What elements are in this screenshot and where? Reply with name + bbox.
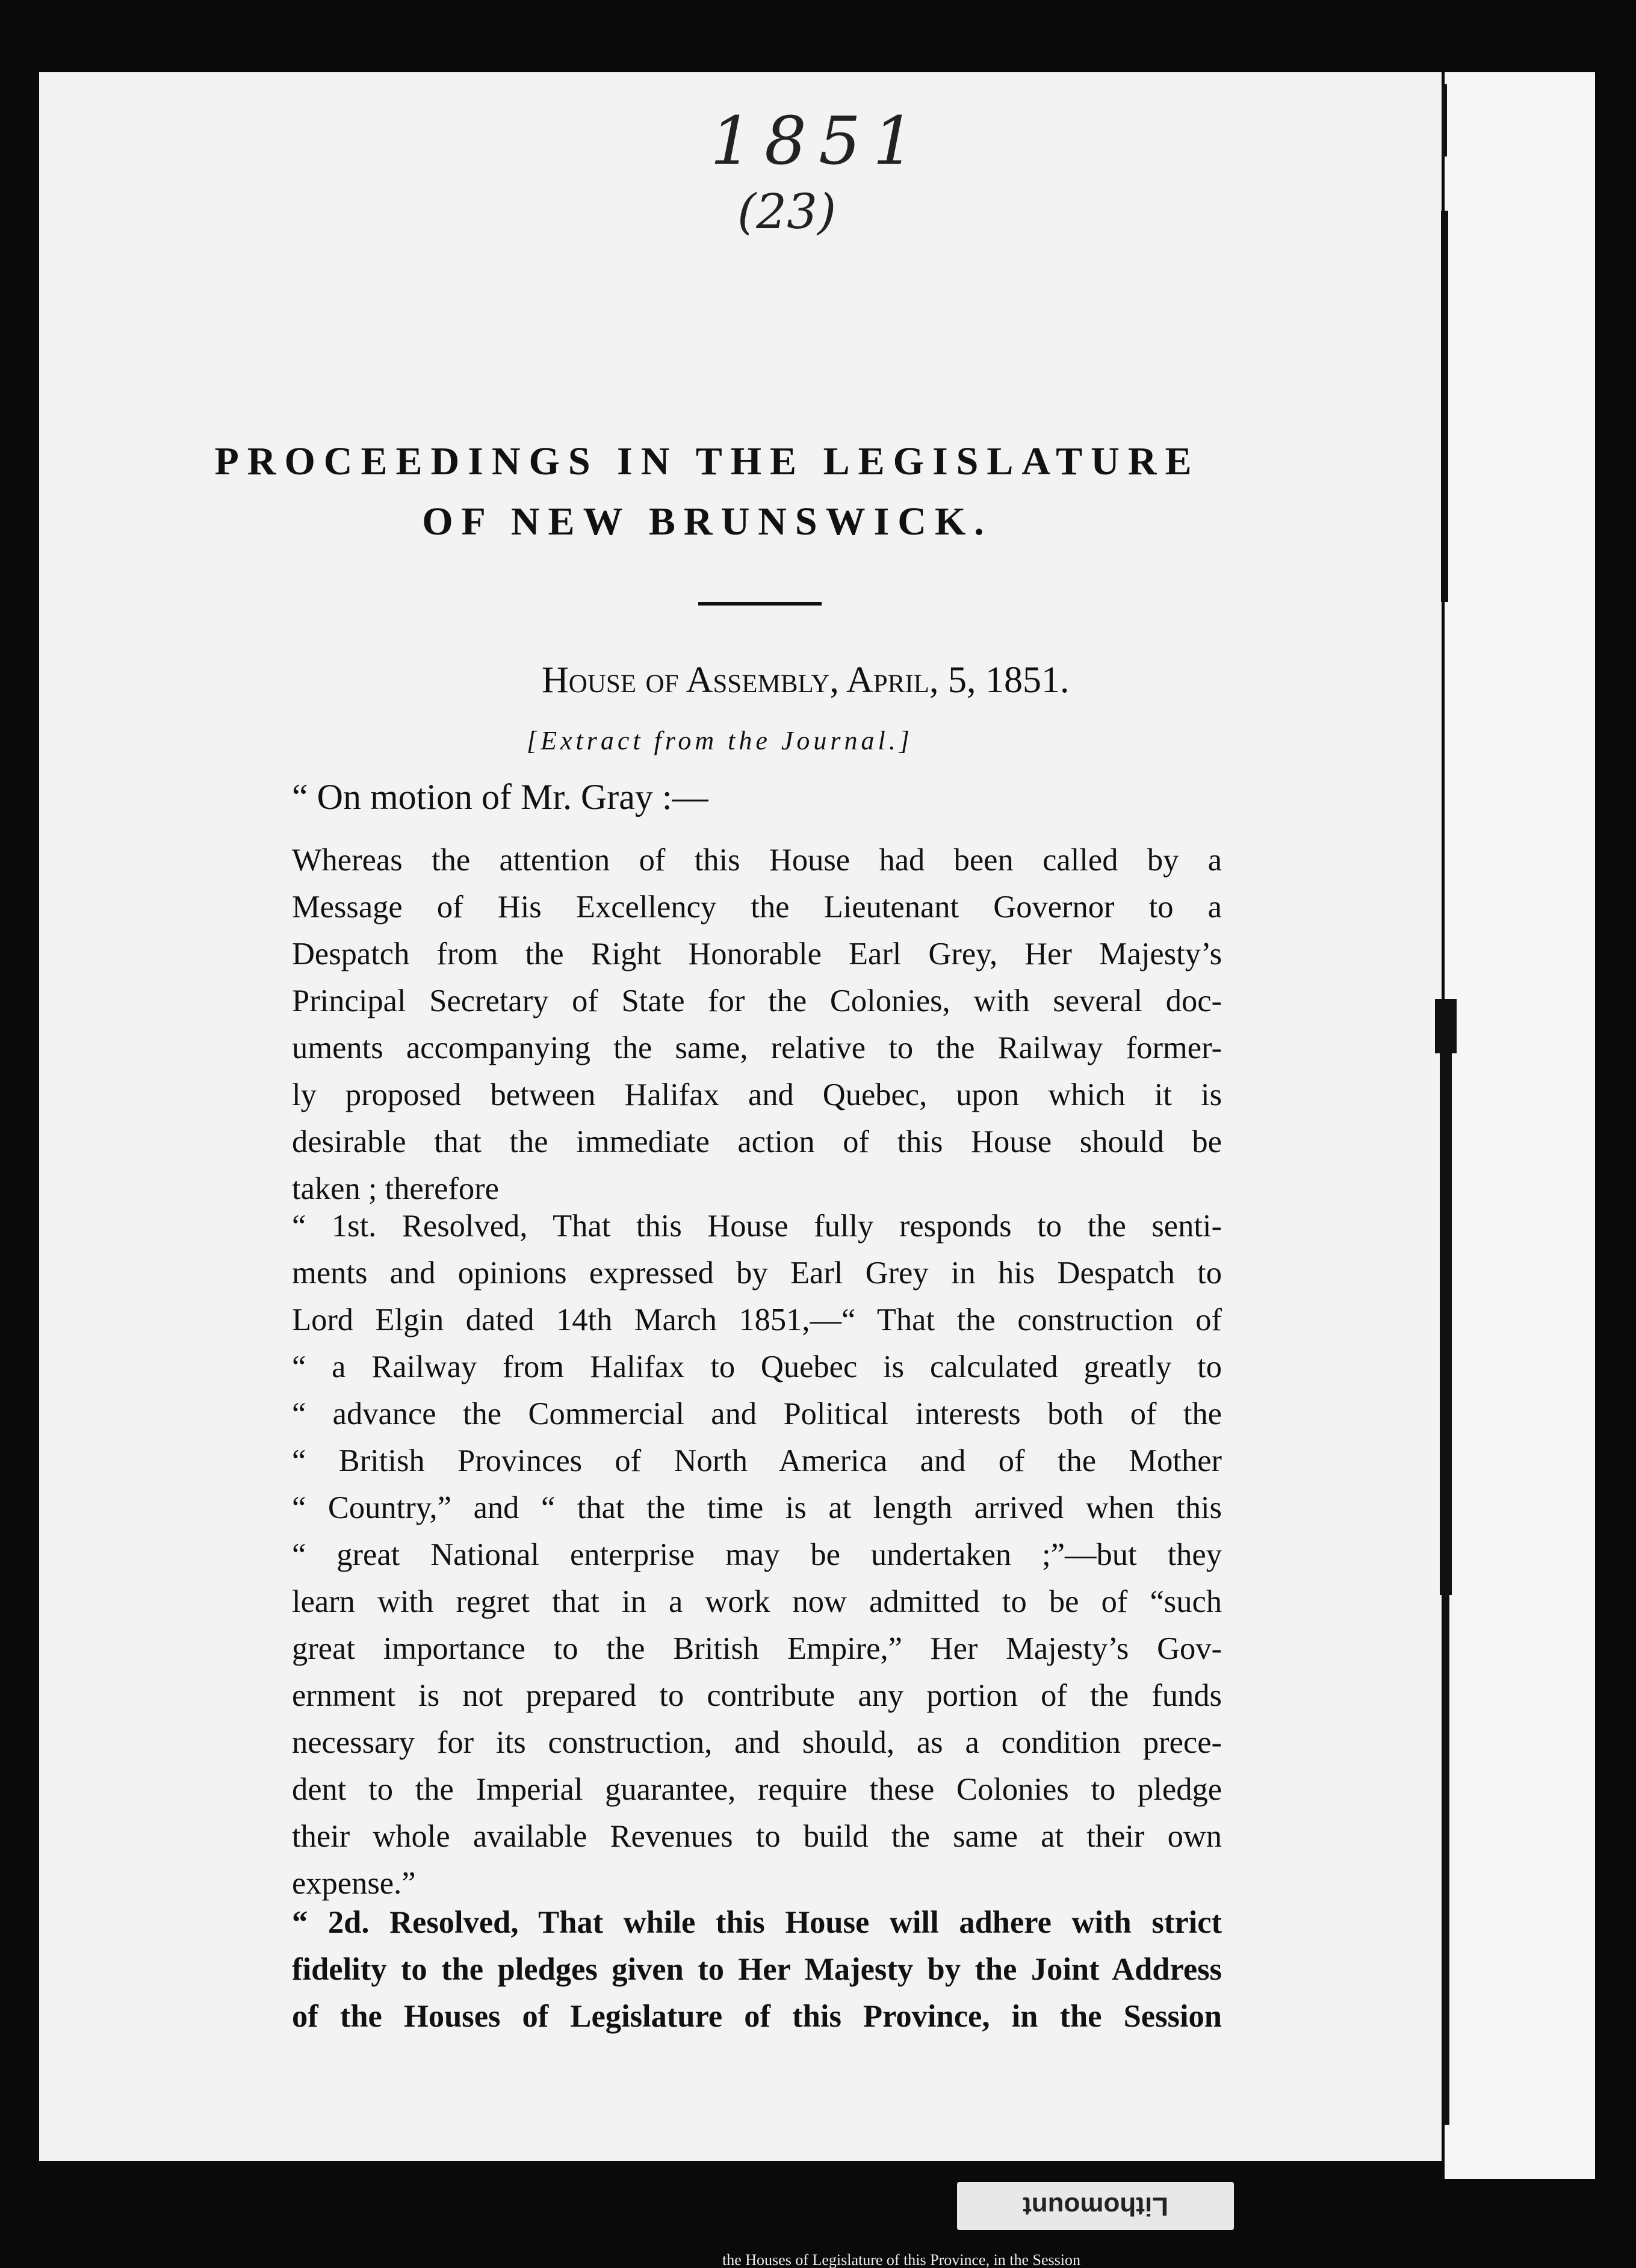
text-line: Despatch from the Right Honorable Earl Grey, Her Majesty’s (292, 937, 1222, 971)
text-line: “ British Provinces of North America and of the Mother (292, 1443, 1222, 1478)
title-line-1: PROCEEDINGS IN THE LEGISLATURE (214, 439, 1200, 483)
text-line: “ great National enterprise may be undertaken ;”—but they (292, 1537, 1222, 1572)
text-line: expense.” (292, 1866, 416, 1901)
handwritten-year: 1851 (710, 102, 927, 179)
text-line: “ 2d. Resolved, That while this House will adhere with strict (292, 1905, 1222, 1940)
text-line: Principal Secretary of State for the Colonies, with several doc- (292, 984, 1222, 1018)
extract-note: [Extract from the Journal.] (527, 726, 913, 755)
text-line: great importance to the British Empire,” Her Majesty’s Gov- (292, 1631, 1222, 1666)
paragraph-resolution-2 (292, 1899, 1222, 2040)
text-line: “ 1st. Resolved, That this House fully responds to the senti- (292, 1209, 1222, 1244)
text-line: Whereas the attention of this House had been called by a (292, 843, 1222, 878)
text-line: dent to the Imperial guarantee, require these Colonies to pledge (292, 1772, 1222, 1807)
paragraph-whereas (292, 837, 1222, 1212)
text-line: ernment is not prepared to contribute any portion of the funds (292, 1678, 1222, 1713)
text-line: Message of His Excellency the Lieutenant Governor to a (292, 890, 1222, 925)
motion-line: “ On motion of Mr. Gray :— (292, 777, 708, 817)
text-line: taken ; therefore (292, 1171, 499, 1206)
binding-edge (1431, 72, 1455, 2131)
text-line: fidelity to the pledges given to Her Majesty by the Joint Address (292, 1952, 1222, 1987)
text-line: uments accompanying the same, relative to the Railway former- (292, 1030, 1222, 1065)
library-tab-label: Lithomount (957, 2182, 1234, 2230)
text-line: “ Country,” and “ that the time is at length arrived when this (292, 1490, 1222, 1525)
text-line: learn with regret that in a work now admitted to be of “such (292, 1584, 1222, 1619)
show-through-text: the Houses of Legislature of this Province, in the Session (722, 2251, 1081, 2268)
title-line-2: OF NEW BRUNSWICK. (422, 500, 993, 544)
text-line: desirable that the immediate action of this House should be (292, 1124, 1222, 1159)
text-line: ly proposed between Halifax and Quebec, upon which it is (292, 1077, 1222, 1112)
text-line: Lord Elgin dated 14th March 1851,—“ That the construction of (292, 1303, 1222, 1337)
session-heading: House of Assembly, April, 5, 1851. (542, 660, 1070, 701)
text-line: their whole available Revenues to build the same at their own (292, 1819, 1222, 1854)
title-divider (698, 602, 822, 606)
paragraph-resolution-1 (292, 1203, 1222, 1907)
text-line: “ a Railway from Halifax to Quebec is calculated greatly to (292, 1349, 1222, 1384)
facing-page-edge (1445, 72, 1595, 2179)
text-line: necessary for its construction, and should, as a condition prece- (292, 1725, 1222, 1760)
text-line: of the Houses of Legislature of this Province, in the Session (292, 1999, 1222, 2034)
handwritten-number: (23) (737, 184, 837, 240)
text-line: “ advance the Commercial and Political interests both of the (292, 1396, 1222, 1431)
text-line: ments and opinions expressed by Earl Grey in his Despatch to (292, 1256, 1222, 1290)
